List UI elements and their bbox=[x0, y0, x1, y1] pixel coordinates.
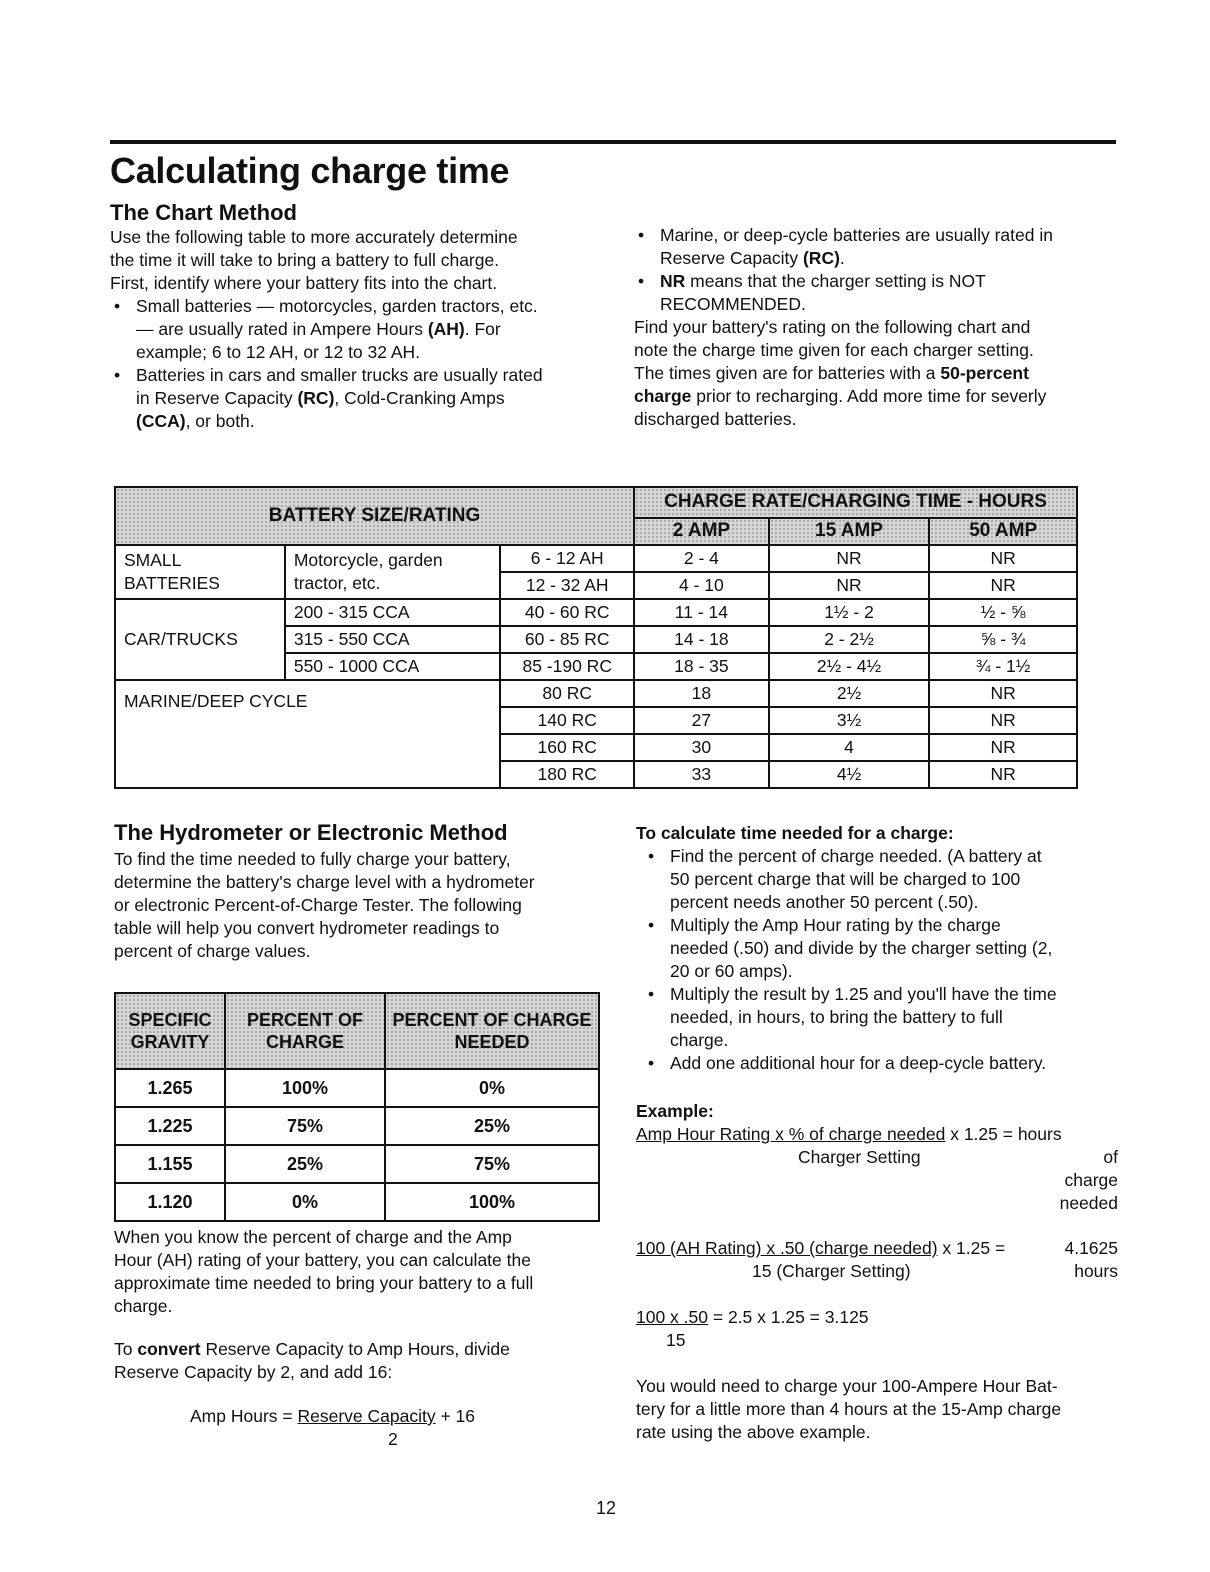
gravity-cell: 1.265 bbox=[115, 1069, 225, 1107]
intro-line: determine the battery's charge level with a hydrometer bbox=[114, 872, 535, 892]
formula-denominator: 2 bbox=[388, 1429, 398, 1449]
gravity-cell: 1.225 bbox=[115, 1107, 225, 1145]
intro-line: Use the following table to more accurately determine bbox=[110, 227, 518, 247]
calc-bullet: • Add one additional hour for a deep-cycle battery. bbox=[644, 1052, 1126, 1075]
table-row bbox=[115, 1145, 599, 1183]
example-2: 100 (AH Rating) x .50 (charge needed) x 1.25 = bbox=[636, 1238, 1006, 1258]
amp2-cell: 18 bbox=[634, 680, 769, 707]
page-number: 12 bbox=[596, 1498, 617, 1518]
header-2amp: 2 AMP bbox=[634, 518, 769, 545]
amp15-cell: 4 bbox=[769, 734, 930, 761]
rating-cell: 140 RC bbox=[500, 707, 634, 734]
needed-cell: 100% bbox=[385, 1183, 599, 1221]
amp15-cell: NR bbox=[769, 545, 930, 572]
cca-cell: 550 - 1000 CCA bbox=[285, 653, 501, 680]
formula-amp-hours: Amp Hours = Reserve Capacity + 16 bbox=[190, 1406, 476, 1426]
calc-bullet: • Multiply the result by 1.25 and you'll have the time needed, in hours, to bring the battery to full charge. bbox=[644, 983, 1126, 1052]
amp50-cell: ⅝ - ¾ bbox=[929, 626, 1077, 653]
page-title: Calculating charge time bbox=[110, 150, 510, 191]
chart-method-heading: The Chart Method bbox=[110, 200, 297, 225]
example-formula: Amp Hour Rating x % of charge needed x 1.25 = hours bbox=[636, 1124, 1062, 1144]
percent-cell: 100% bbox=[225, 1069, 385, 1107]
amp2-cell: 30 bbox=[634, 734, 769, 761]
header-battery-size: BATTERY SIZE/RATING bbox=[115, 487, 634, 545]
convert-text: To convert Reserve Capacity to Amp Hours, divide Reserve Capacity by 2, and add 16: bbox=[114, 1339, 510, 1382]
amp2-cell: 18 - 35 bbox=[634, 653, 769, 680]
amp2-cell: 14 - 18 bbox=[634, 626, 769, 653]
example-label: Example: bbox=[636, 1101, 714, 1121]
rating-cell: 60 - 85 RC bbox=[500, 626, 634, 653]
bullet-marine: • Marine, or deep-cycle batteries are usually rated in Reserve Capacity (RC). bbox=[634, 224, 1124, 270]
intro-line: percent of charge values. bbox=[114, 941, 311, 961]
header-specific-gravity: SPECIFIC GRAVITY bbox=[115, 993, 225, 1069]
header-charge-rate: CHARGE RATE/CHARGING TIME - HOURS bbox=[634, 487, 1077, 518]
amp15-cell: 4½ bbox=[769, 761, 930, 788]
amp15-cell: 1½ - 2 bbox=[769, 599, 930, 626]
rating-cell: 12 - 32 AH bbox=[500, 572, 634, 599]
example-2-unit: hours bbox=[1074, 1261, 1118, 1281]
amp2-cell: 2 - 4 bbox=[634, 545, 769, 572]
amp2-cell: 33 bbox=[634, 761, 769, 788]
amp2-cell: 27 bbox=[634, 707, 769, 734]
group-car-trucks: CAR/TRUCKS bbox=[115, 599, 285, 680]
amp50-cell: NR bbox=[929, 734, 1077, 761]
table-row bbox=[115, 1183, 599, 1221]
group-marine: MARINE/DEEP CYCLE bbox=[115, 680, 500, 788]
rating-cell: 85 -190 RC bbox=[500, 653, 634, 680]
cca-cell: 315 - 550 CCA bbox=[285, 626, 501, 653]
amp50-cell: ¾ - 1½ bbox=[929, 653, 1077, 680]
table-row bbox=[115, 1107, 599, 1145]
header-50amp: 50 AMP bbox=[929, 518, 1077, 545]
intro-line: To find the time needed to fully charge your battery, bbox=[114, 849, 511, 869]
amp50-cell: ½ - ⅝ bbox=[929, 599, 1077, 626]
header-percent-needed: PERCENT OF CHARGE NEEDED bbox=[385, 993, 599, 1069]
table-row bbox=[115, 1069, 599, 1107]
amp50-cell: NR bbox=[929, 707, 1077, 734]
rating-cell: 6 - 12 AH bbox=[500, 545, 634, 572]
gravity-cell: 1.155 bbox=[115, 1145, 225, 1183]
amp15-cell: 2½ - 4½ bbox=[769, 653, 930, 680]
table-row bbox=[115, 545, 1077, 572]
hydrometer-heading: The Hydrometer or Electronic Method bbox=[114, 820, 508, 845]
calc-heading: To calculate time needed for a charge: bbox=[636, 823, 954, 843]
amp50-cell: NR bbox=[929, 680, 1077, 707]
text-line: You would need to charge your 100-Ampere Hour Bat- bbox=[636, 1376, 1058, 1396]
needed-cell: 25% bbox=[385, 1107, 599, 1145]
intro-line: the time it will take to bring a battery to full charge. bbox=[110, 250, 500, 270]
table-row bbox=[115, 680, 1077, 707]
gravity-cell: 1.120 bbox=[115, 1183, 225, 1221]
know-text bbox=[114, 1226, 614, 1318]
text-line: When you know the percent of charge and the Amp bbox=[114, 1227, 512, 1247]
rating-cell: 40 - 60 RC bbox=[500, 599, 634, 626]
bullet-cars-trucks: • Batteries in cars and smaller trucks are usually rated in Reserve Capacity (RC), Cold-Cranking Amps (CCA), or both. bbox=[110, 364, 610, 433]
amp50-cell: NR bbox=[929, 545, 1077, 572]
example-3-denominator: 15 bbox=[666, 1330, 686, 1350]
amp15-cell: NR bbox=[769, 572, 930, 599]
intro-line: table will help you convert hydrometer readings to bbox=[114, 918, 500, 938]
chart-method-left bbox=[110, 226, 610, 433]
calc-section bbox=[636, 822, 1126, 1075]
rating-cell: 80 RC bbox=[500, 680, 634, 707]
example-2-denominator: 15 (Charger Setting) bbox=[752, 1261, 911, 1281]
header-15amp: 15 AMP bbox=[769, 518, 930, 545]
amp50-cell: NR bbox=[929, 761, 1077, 788]
group-small: SMALL BATTERIES bbox=[115, 545, 285, 599]
example-2-value: 4.1625 bbox=[1064, 1238, 1118, 1258]
amp15-cell: 2 - 2½ bbox=[769, 626, 930, 653]
percent-cell: 25% bbox=[225, 1145, 385, 1183]
text-line: tery for a little more than 4 hours at the 15-Amp charge bbox=[636, 1399, 1062, 1419]
cca-cell: 200 - 315 CCA bbox=[285, 599, 501, 626]
bullet-nr: • NR means that the charger setting is NOT RECOMMENDED. bbox=[634, 270, 1124, 316]
top-rule bbox=[110, 140, 1116, 144]
example-denominator: Charger Setting bbox=[798, 1147, 921, 1167]
table-row bbox=[115, 599, 1077, 626]
find-text: Find your battery's rating on the following chart and note the charge time given for each charger setting. The times given are for batteries with a 50-percent charge prior to recharging. Add more time for severly discharged batteries. bbox=[634, 317, 1047, 429]
text-line: Hour (AH) rating of your battery, you can calculate the bbox=[114, 1250, 531, 1270]
hydrometer-intro bbox=[114, 848, 614, 963]
amp50-cell: NR bbox=[929, 572, 1077, 599]
amp15-cell: 3½ bbox=[769, 707, 930, 734]
chart-method-right bbox=[634, 224, 1124, 431]
group-small-type: Motorcycle, garden tractor, etc. bbox=[285, 545, 501, 599]
needed-cell: 0% bbox=[385, 1069, 599, 1107]
rating-cell: 160 RC bbox=[500, 734, 634, 761]
text-line: rate using the above example. bbox=[636, 1422, 871, 1442]
charge-time-table bbox=[114, 486, 1078, 789]
hydrometer-table bbox=[114, 992, 600, 1222]
percent-cell: 0% bbox=[225, 1183, 385, 1221]
text-line: approximate time needed to bring your battery to a full bbox=[114, 1273, 534, 1293]
rating-cell: 180 RC bbox=[500, 761, 634, 788]
intro-line: First, identify where your battery fits into the chart. bbox=[110, 273, 498, 293]
intro-line: or electronic Percent-of-Charge Tester. The following bbox=[114, 895, 522, 915]
amp2-cell: 4 - 10 bbox=[634, 572, 769, 599]
text-line: charge. bbox=[114, 1296, 173, 1316]
needed-cell: 75% bbox=[385, 1145, 599, 1183]
amp2-cell: 11 - 14 bbox=[634, 599, 769, 626]
example-3: 100 x .50 = 2.5 x 1.25 = 3.125 bbox=[636, 1307, 869, 1327]
header-percent-charge: PERCENT OF CHARGE bbox=[225, 993, 385, 1069]
percent-cell: 75% bbox=[225, 1107, 385, 1145]
example-result: of charge needed bbox=[1059, 1147, 1118, 1213]
bullet-small-batteries: • Small batteries — motorcycles, garden tractors, etc. — are usually rated in Ampere Hours (AH). For example; 6 to 12 AH, or 12 to 32 AH. bbox=[110, 295, 610, 364]
calc-bullet: • Multiply the Amp Hour rating by the charge needed (.50) and divide by the charger setting (2, 20 or 60 amps). bbox=[644, 914, 1126, 983]
calc-bullet: • Find the percent of charge needed. (A battery at 50 percent charge that will be charged to 100 percent needs another 50 percent (.50). bbox=[644, 845, 1126, 914]
conclusion bbox=[636, 1375, 1126, 1444]
amp15-cell: 2½ bbox=[769, 680, 930, 707]
